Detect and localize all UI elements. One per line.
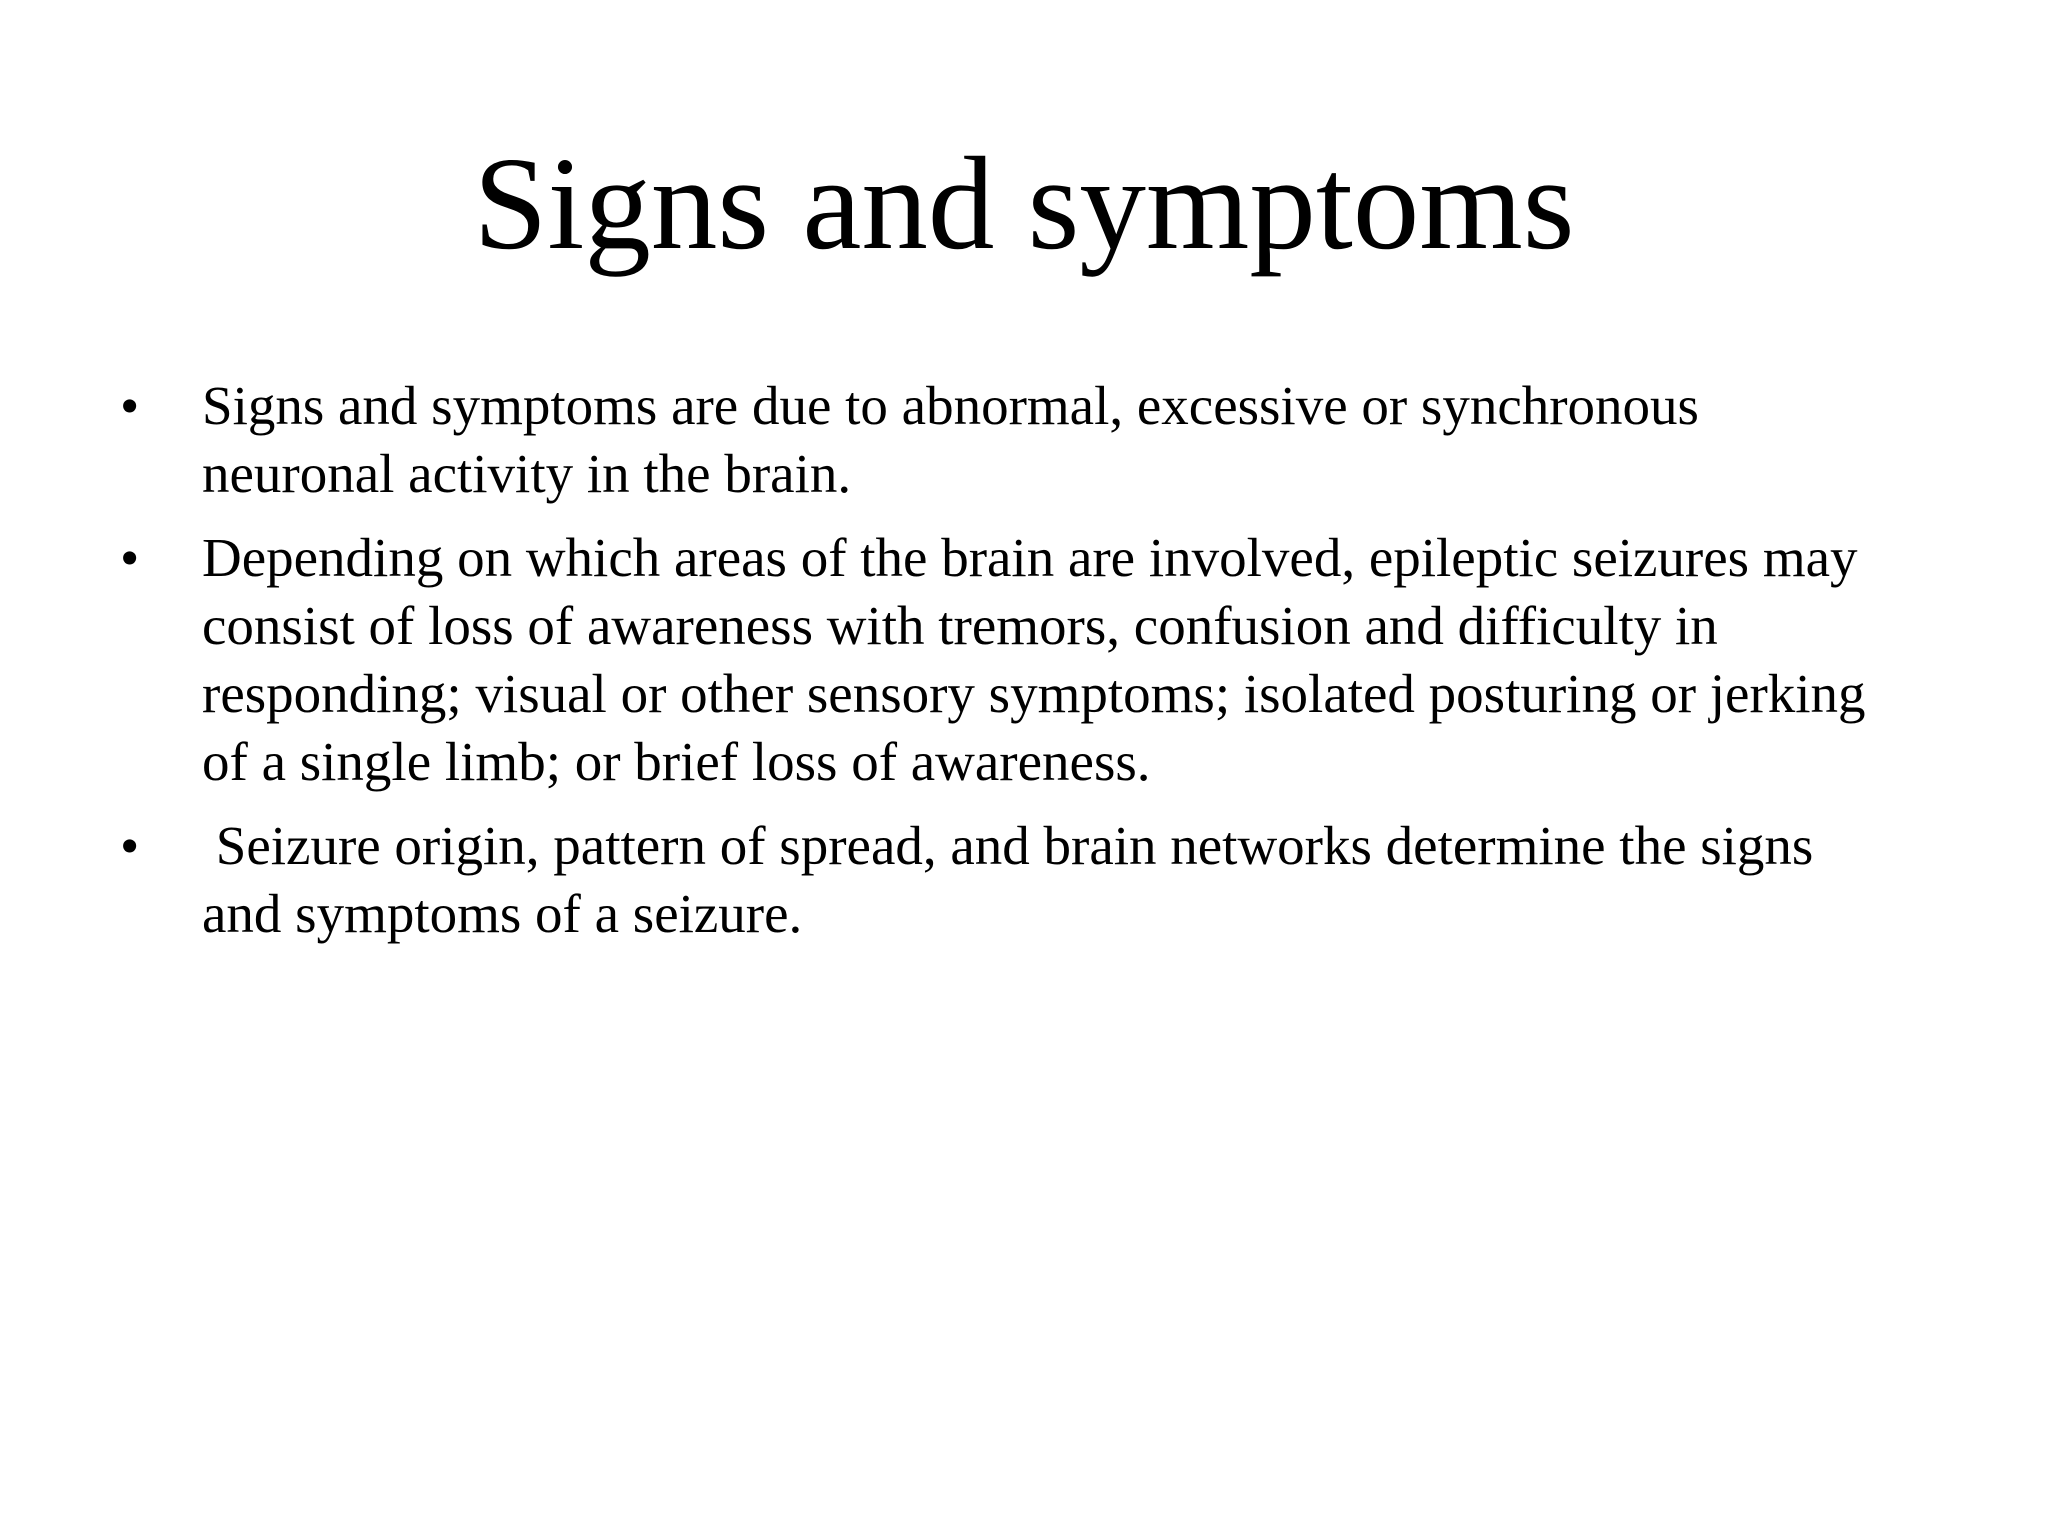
- bullet-item: [0, 372, 2048, 508]
- bullet-list: [0, 372, 2048, 964]
- bullet-line: Depending on which areas of the brain are involved, epileptic seizures may: [202, 527, 1858, 588]
- bullet-line: neuronal activity in the brain.: [202, 443, 852, 504]
- bullet-line: Signs and symptoms are due to abnormal, excessive or synchronous: [202, 375, 1699, 436]
- bullet-line: and symptoms of a seizure.: [202, 883, 803, 944]
- bullet-item: [0, 812, 2048, 948]
- bullet-line: responding; visual or other sensory symptoms; isolated posturing or jerking: [202, 663, 1866, 724]
- bullet-dot: •: [120, 375, 140, 436]
- bullet-line: Seizure origin, pattern of spread, and brain networks determine the signs: [202, 815, 1814, 876]
- bullet-dot: •: [120, 527, 140, 588]
- bullet-item: [0, 524, 2048, 796]
- bullet-dot: •: [120, 815, 140, 876]
- bullet-line: of a single limb; or brief loss of awareness.: [202, 731, 1151, 792]
- bullet-line: consist of loss of awareness with tremors, confusion and difficulty in: [202, 595, 1718, 656]
- slide-title: Signs and symptoms: [473, 129, 1575, 277]
